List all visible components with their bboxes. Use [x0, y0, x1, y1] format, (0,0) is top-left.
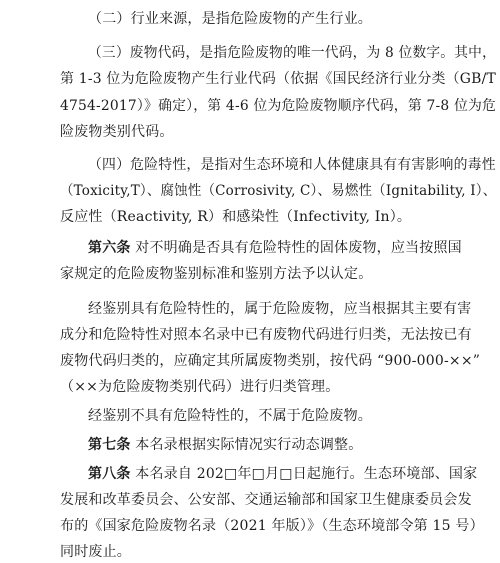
- article-8-line-3: 布的《国家危险废物名录（2021 年版）》（生态环境部令第 15 号）: [60, 518, 484, 534]
- article-7-heading: 第七条: [88, 437, 131, 453]
- clause-3-waste-code: （三）废物代码，是指危险废物的唯一代码，为 8 位数字。其中，: [88, 45, 497, 61]
- article-6: [88, 239, 462, 257]
- clause-4-line-2: （Toxicity,T）、腐蚀性（Corrosivity, C）、易燃性（Ignitability, I）、: [60, 183, 497, 199]
- article-6-text: 对不明确是否具有危险特性的固体废物，应当按照国: [130, 240, 462, 256]
- article-8-line-4: 同时废止。: [60, 544, 131, 560]
- article-8-heading: 第八条: [88, 466, 131, 482]
- clause-3-line-2: 第 1-3 位为危险废物产生行业代码（依据《国民经济行业分类（GB/T: [60, 71, 496, 87]
- article-6-para-2-line-2: 成分和危险特性对照本名录中已有废物代码进行归类，无法按已有: [60, 327, 472, 343]
- clause-4-line-3: 反应性（Reactivity, R）和感染性（Infectivity, In）。: [60, 209, 412, 225]
- article-6-para-2-line-3: 废物代码归类的，应确定其所属废物类别，按代码 “900-000-××”: [60, 353, 481, 369]
- article-7: [88, 436, 362, 454]
- article-6-para-2: 经鉴别具有危险特性的，属于危险废物，应当根据其主要有害: [88, 301, 472, 317]
- article-7-text: 本名录根据实际情况实行动态调整。: [130, 437, 363, 453]
- article-6-para-2-line-4: （××为危险废物类别代码）进行归类管理。: [60, 379, 340, 395]
- clause-3-line-3: 4754-2017）》确定），第 4-6 位为危险废物顺序代码，第 7-8 位为危: [60, 98, 497, 114]
- article-6-heading: 第六条: [88, 240, 131, 256]
- article-8-line-2: 发展和改革委员会、公安部、交通运输部和国家卫生健康委员会发: [60, 492, 472, 508]
- clause-2-industry-source: （二）行业来源，是指危险废物的产生行业。: [88, 11, 372, 27]
- clause-3-line-4: 险废物类别代码。: [60, 124, 174, 140]
- article-6-line-2: 家规定的危险废物鉴别标准和鉴别方法予以认定。: [60, 266, 373, 282]
- clause-4-hazard-property: （四）危险特性，是指对生态环境和人体健康具有有害影响的毒性: [88, 157, 496, 173]
- article-6-para-3: 经鉴别不具有危险特性的，不属于危险废物。: [88, 408, 372, 424]
- article-8: [88, 465, 477, 483]
- article-8-text: 本名录自 202□年□月□日起施行。生态环境部、国家: [130, 466, 478, 482]
